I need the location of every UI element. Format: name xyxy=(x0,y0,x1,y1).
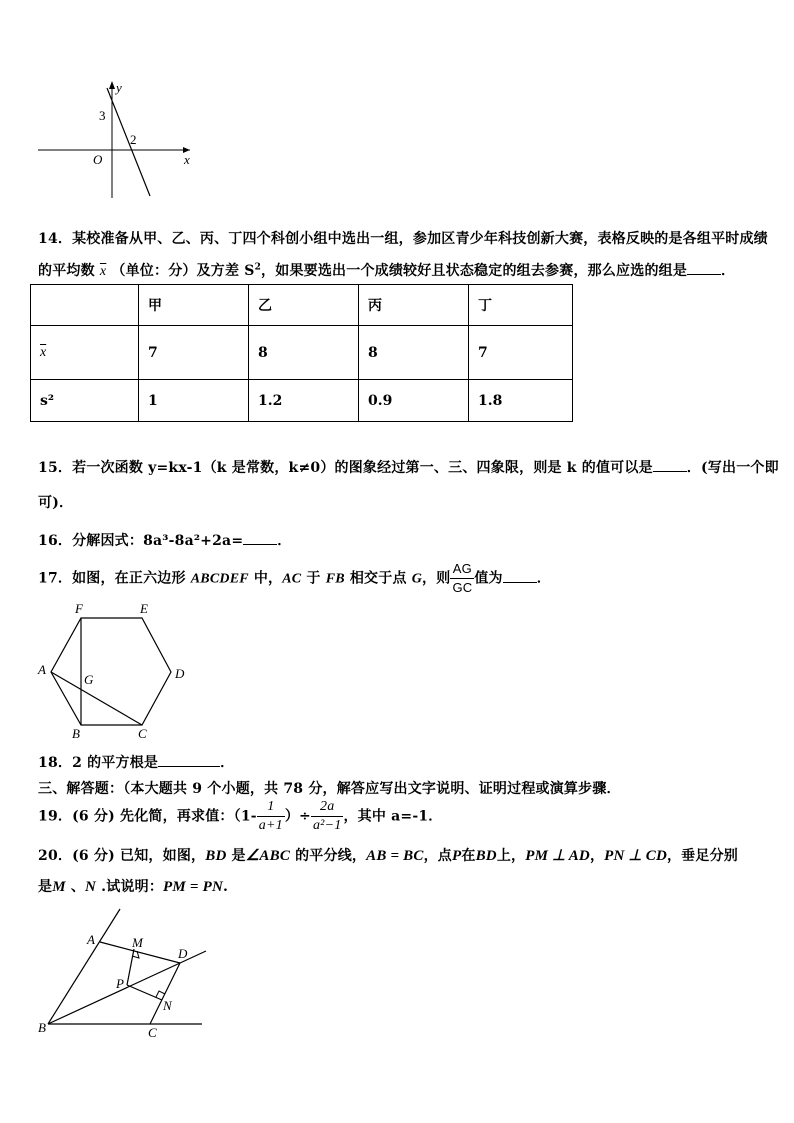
q16-end: ． xyxy=(277,533,292,549)
q14-line2 xyxy=(38,260,735,280)
table-cell: 7 xyxy=(469,326,573,380)
vertex-a-label: A xyxy=(38,662,46,677)
q20-text-a: 20．(6 分) 已知，如图， xyxy=(38,848,206,864)
score-table xyxy=(30,284,573,422)
q20-line2 xyxy=(38,876,228,896)
pm-perp-ad: PM ⊥ AD xyxy=(525,848,590,864)
vertex-e-label: E xyxy=(140,601,148,616)
q19-text-c: ，其中 a=-1． xyxy=(343,808,443,825)
vertex-d-label: D xyxy=(175,666,185,681)
vertex-c-label: C xyxy=(138,726,147,741)
segment-pm xyxy=(127,949,134,985)
fraction-denominator: a²−1 xyxy=(312,818,342,833)
q15-line2: 可)． xyxy=(38,495,74,511)
q17-text-c: 于 xyxy=(301,570,326,587)
vertex-b-label: B xyxy=(72,726,80,741)
q18-end: ． xyxy=(220,755,235,771)
segment-pn xyxy=(127,985,162,1000)
table-cell: 1.8 xyxy=(469,380,573,422)
q14-text-a: 的平均数 xyxy=(38,263,95,279)
fraction-denominator: GC xyxy=(452,580,473,595)
table-row-variance xyxy=(31,380,573,422)
x-intercept-label: 2 xyxy=(130,132,137,147)
q14-text-b: （单位：分）及方差 S xyxy=(111,263,255,279)
q17-end: ． xyxy=(536,570,551,587)
q20-text-i: 是 xyxy=(38,879,53,895)
q18-answer-blank[interactable] xyxy=(158,752,220,767)
q20-text-c: 的平分线， xyxy=(290,848,367,864)
y-axis-label: y xyxy=(116,80,122,95)
q16-line xyxy=(38,530,291,550)
linear-function-graph xyxy=(30,78,200,203)
q16-text: 16．分解因式：8a³-8a²+2a= xyxy=(38,533,244,549)
y-intercept-label: 3 xyxy=(99,108,106,123)
q20-text-l: . xyxy=(222,879,229,895)
q20-text-e: 在 xyxy=(461,848,476,864)
q20-text-j: 、 xyxy=(65,879,86,895)
q15-line1 xyxy=(38,457,779,477)
table-cell: 7 xyxy=(139,326,249,380)
point-p-label: P xyxy=(116,976,124,991)
q14-answer-blank[interactable] xyxy=(687,260,721,275)
q17-text-e: ，则 xyxy=(422,570,451,587)
q19-text-b: ）÷ xyxy=(284,808,311,825)
q15-text: 15．若一次函数 y=kx-1（k 是常数，k≠0）的图象经过第一、三、四象限，则是 k 的值可以是 xyxy=(38,460,653,476)
ag-gc-fraction xyxy=(450,560,474,597)
q17-text-b: 中， xyxy=(248,570,283,587)
q20-text-d: ，点 xyxy=(423,848,452,864)
ray-bd xyxy=(48,951,206,1024)
pm-equals-pn: PM = PN xyxy=(163,879,223,895)
y-axis-arrow xyxy=(109,81,115,89)
q18-line xyxy=(38,752,234,772)
q15-answer-blank[interactable] xyxy=(653,457,687,472)
point-g: G xyxy=(411,571,423,587)
function-line xyxy=(107,88,150,196)
fraction-denominator: a+1 xyxy=(258,818,283,833)
mean-label-cell: $\overline{x}$ xyxy=(31,326,139,380)
superscript-2: 2 xyxy=(254,262,262,273)
section-3-header: 三、解答题：（本大题共 9 个小题，共 78 分，解答应写出文字说明、证明过程或演算步骤． xyxy=(38,781,621,797)
point-g-label: G xyxy=(84,672,94,687)
q19-line xyxy=(38,798,442,835)
table-cell: 0.9 xyxy=(359,380,469,422)
q17-text-d: 相交于点 xyxy=(344,570,412,587)
segment-fb: FB xyxy=(325,571,345,587)
q17-line xyxy=(38,560,551,597)
point-d-label: D xyxy=(178,946,188,961)
q17-answer-blank[interactable] xyxy=(503,568,537,583)
q15-text-end: ．(写出一个即 xyxy=(686,460,779,476)
point-n-label: N xyxy=(163,998,172,1013)
q20-text-g: ， xyxy=(589,848,605,864)
segment-ac: AC xyxy=(282,571,302,587)
variance-label-cell: s² xyxy=(31,380,139,422)
point-b-label: B xyxy=(38,1020,46,1035)
q19-fraction-1 xyxy=(257,798,285,835)
point-c-label: C xyxy=(148,1025,157,1040)
q17-text-f: 值为 xyxy=(474,570,503,587)
hexagon-figure xyxy=(30,598,200,743)
q20-line1 xyxy=(38,845,738,865)
origin-label: O xyxy=(93,152,103,167)
fraction-numerator: AG xyxy=(450,560,474,579)
point-m: M xyxy=(52,879,66,895)
q20-text-h: ，垂足分别 xyxy=(666,848,738,864)
q20-text-f: 上， xyxy=(496,848,526,864)
table-header-cell: 丁 xyxy=(469,285,573,326)
q14-line1: 14．某校准备从甲、乙、丙、丁四个科创小组中选出一组，参加区青少年科技创新大赛，表格反映的是各组平时成绩 xyxy=(38,231,768,247)
segment-bd-2: BD xyxy=(475,848,497,864)
segment-ac-line xyxy=(51,672,142,725)
q16-answer-blank[interactable] xyxy=(243,530,277,545)
point-p: P xyxy=(451,848,462,864)
angle-bisector-figure xyxy=(30,905,220,1045)
point-m-label: M xyxy=(132,935,143,950)
table-header-cell xyxy=(31,285,139,326)
table-cell: 8 xyxy=(359,326,469,380)
q20-text-k: .试说明： xyxy=(96,879,164,895)
point-n: N xyxy=(85,879,97,895)
table-cell: 1.2 xyxy=(249,380,359,422)
vertex-f-label: F xyxy=(75,601,83,616)
table-header-cell: 乙 xyxy=(249,285,359,326)
point-a-label: A xyxy=(87,932,95,947)
table-header-cell: 丙 xyxy=(359,285,469,326)
table-header-row xyxy=(31,285,573,326)
segment-bd: BD xyxy=(205,848,227,864)
table-row-mean xyxy=(31,326,573,380)
q20-text-b: 是 xyxy=(226,848,246,864)
fraction-numerator: 2a xyxy=(311,798,343,817)
x-axis-label: x xyxy=(184,152,190,167)
q14-text-c: ，如果要选出一个成绩较好且状态稳定的组去参赛，那么应选的组是 xyxy=(261,263,688,279)
q17-text-a: 17．如图，在正六边形 xyxy=(38,570,191,587)
angle-abc: ∠ABC xyxy=(245,848,291,864)
fraction-numerator: 1 xyxy=(257,798,285,817)
x-bar-symbol: $\overline{x}$ xyxy=(99,264,107,279)
table-cell: 1 xyxy=(139,380,249,422)
pn-perp-cd: PN ⊥ CD xyxy=(604,848,667,864)
q19-fraction-2 xyxy=(311,798,343,835)
hexagon-name: ABCDEF xyxy=(190,571,249,587)
table-cell: 8 xyxy=(249,326,359,380)
q19-text-a: 19．(6 分) 先化简，再求值：（1- xyxy=(38,808,257,825)
q18-text: 18．2 的平方根是 xyxy=(38,755,159,771)
ab-equals-bc: AB = BC xyxy=(366,848,424,864)
hexagon-outline xyxy=(51,618,171,725)
table-header-cell: 甲 xyxy=(139,285,249,326)
q14-end: ． xyxy=(721,263,736,279)
